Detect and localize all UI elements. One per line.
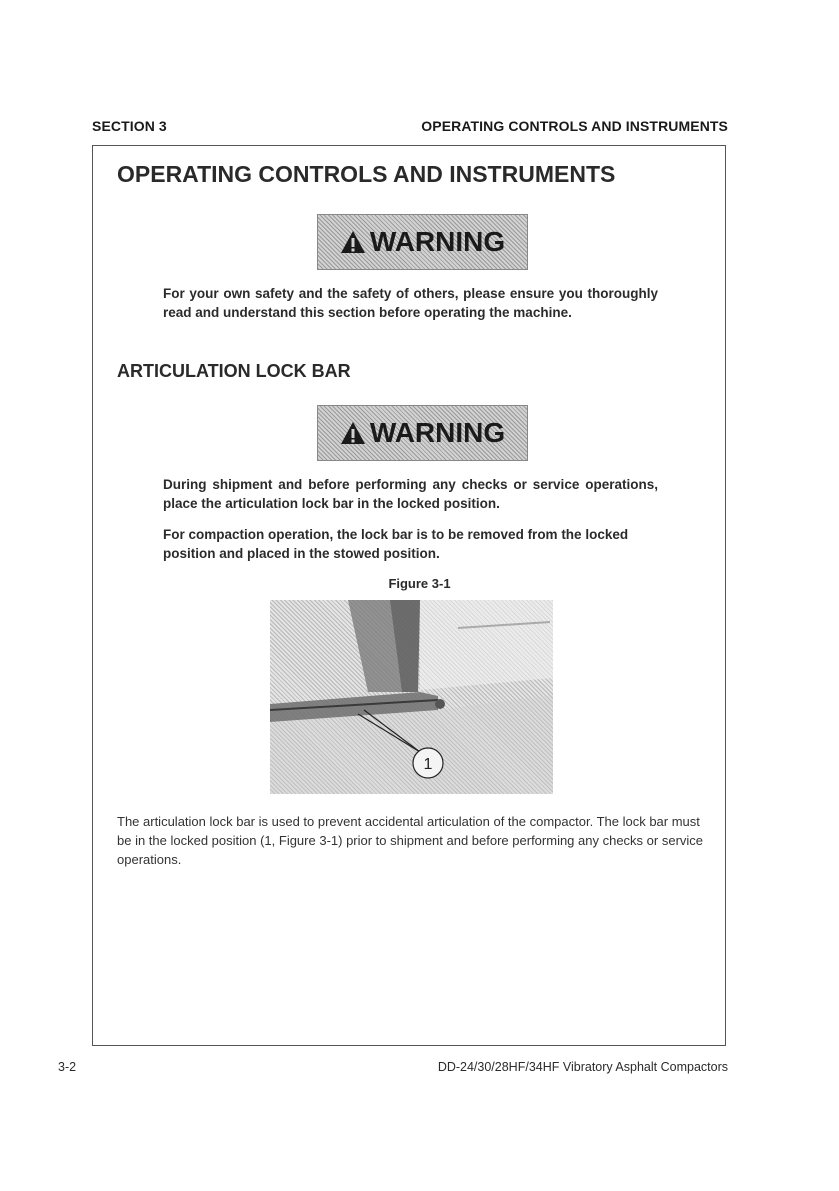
warning-label: WARNING [369, 226, 506, 257]
warning-triangle-icon [340, 421, 366, 445]
figure-label: Figure 3-1 [388, 576, 451, 591]
warning-banner [317, 405, 528, 461]
content-frame [92, 145, 726, 1046]
figure-photo [270, 600, 553, 794]
body-paragraph: The articulation lock bar is used to prevent accidental articulation of the compactor. The lock bar must be in the locked position (1, Figure 3-1) prior to shipment and before performing any checks or service operations. [117, 814, 704, 867]
header-chapter: OPERATING CONTROLS AND INSTRUMENTS [421, 118, 728, 134]
intro-warning-text: For your own safety and the safety of others, please ensure you thoroughly read and understand this section before operating the machine. [163, 286, 658, 320]
section-heading: ARTICULATION LOCK BAR [117, 361, 351, 381]
warning-paragraph-2: For compaction operation, the lock bar is to be removed from the locked position and placed in the stowed position. [163, 527, 629, 561]
warning-banner [317, 214, 528, 270]
warning-triangle-icon [340, 230, 366, 254]
warning-label: WARNING [369, 417, 506, 448]
callout-number: 1 [423, 756, 433, 773]
page-title: OPERATING CONTROLS AND INSTRUMENTS [117, 161, 616, 187]
footer-page-number: 3-2 [58, 1060, 77, 1074]
footer-model: DD-24/30/28HF/34HF Vibratory Asphalt Compactors [437, 1060, 728, 1074]
warning-paragraph-1: During shipment and before performing any checks or service operations, place the articulation lock bar in the locked position. [163, 477, 658, 511]
header-section: SECTION 3 [92, 118, 167, 134]
